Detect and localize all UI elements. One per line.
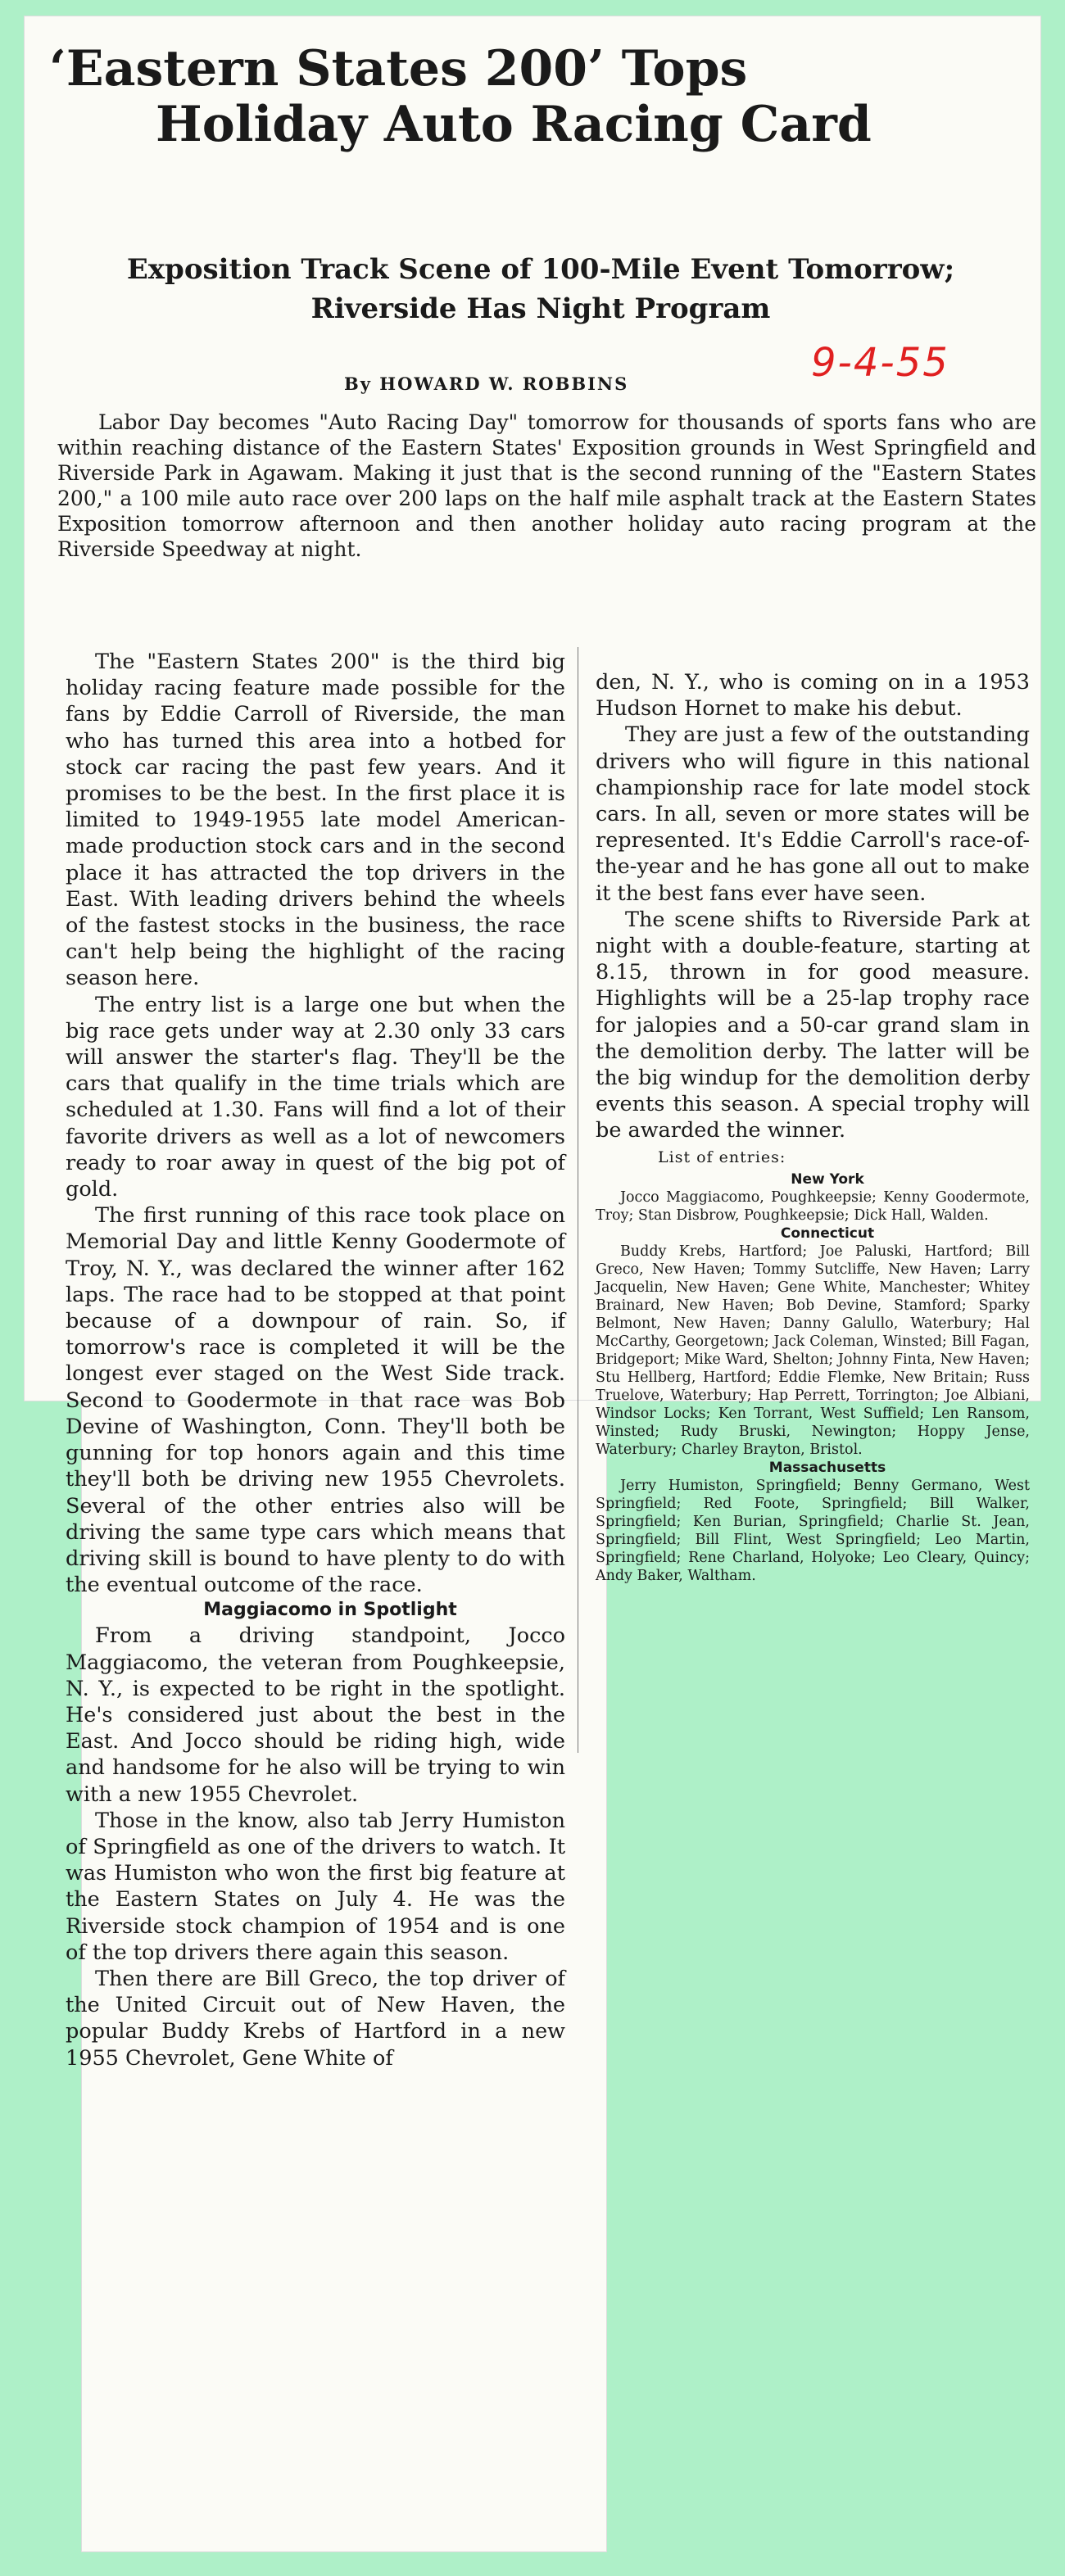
crosshead: Maggiacomo in Spotlight <box>203 1600 457 1621</box>
left-column <box>66 649 565 2541</box>
newspaper-clipping <box>25 16 1040 2551</box>
entries-label: List of entries: <box>658 1148 786 1166</box>
handwritten-date: 9-4-55 <box>811 340 949 386</box>
state-heading: Connecticut <box>780 1225 875 1242</box>
headline-line-2: Holiday Auto Racing Card <box>156 96 872 153</box>
entries-text: Jocco Maggiacomo, Poughkeepsie; Kenny Goodermote, Troy; Stan Disbrow, Poughkeepsie; Dick Hall, Walden. <box>596 1188 1030 1224</box>
state-heading: Massachusetts <box>768 1459 886 1476</box>
entries-list <box>596 1170 1030 1585</box>
body-paragraph: The "Eastern States 200" is the third big holiday racing feature made possible for the fans by Eddie Carroll of Riverside, the man who has turned this area into a hotbed for stock car racing the past few years. And it promises to be the best. In the first place it is limited to 1949-1955 late model American-made production stock cars and in the second place it has attracted the top drivers in the East. With leading drivers behind the wheels of the fastest stocks in the business, the race can't help being the highlight of the racing season here. <box>66 650 565 991</box>
headline <box>49 41 1024 152</box>
byline: By HOWARD W. ROBBINS <box>344 373 629 394</box>
body-paragraph: The first running of this race took place on Memorial Day and little Kenny Goodermote of Troy, N. Y., was declared the winner after 162 laps. The race had to be stopped at that point because of a downpour of rain. So, if tomorrow's race is completed it will be the longest ever staged on the West Side track. Second to Goodermote in that race was Bob Devine of Washington, Conn. They'll both be gunning for top honors again and this time they'll both be driving new 1955 Chevrolets. Several of the other entries also will be driving the same type cars which means that driving skill is bound to have plenty to do with the eventual outcome of the race. <box>66 1203 565 1598</box>
body-paragraph: The entry list is a large one but when the big race gets under way at 2.30 only 33 cars will answer the starter's flag. They'll be the cars that qualify in the time trials which are scheduled at 1.30. Fans will find a lot of their favorite drivers as well as a lot of newcomers ready to roar away in quest of the big pot of gold. <box>66 992 565 1202</box>
lede-paragraph: Labor Day becomes "Auto Racing Day" tomorrow for thousands of sports fans who are within reaching distance of the Eastern States' Exposition grounds in West Springfield and Riverside Park in Agawam. Making it just that is the second running of the "Eastern States 200," a 100 mile auto race over 200 laps on the half mile asphalt track at the Eastern States Exposition tomorrow afternoon and then another holiday auto racing program at the Riverside Speedway at night. <box>57 410 1036 561</box>
body-paragraph: Then there are Bill Greco, the top driver of the United Circuit out of New Haven, the popular Buddy Krebs of Hartford in a new 1955 Chevrolet, Gene White of <box>66 1966 565 2071</box>
body-paragraph: From a driving standpoint, Jocco Maggiacomo, the veteran from Poughkeepsie, N. Y., is expected to be right in the spotlight. He's considered just about the best in the East. And Jocco should be riding high, wide and handsome for he also will be trying to win with a new 1955 Chevrolet. <box>66 1623 565 1807</box>
entries-text: Jerry Humiston, Springfield; Benny Germano, West Springfield; Red Foote, Springfield; Bill Walker, Springfield; Ken Burian, Springfield; Charlie St. Jean, Springfield; Bill Flint, West Springfield; Leo Martin, Springfield; Rene Charland, Holyoke; Leo Cleary, Quincy; Andy Baker, Waltham. <box>596 1477 1030 1584</box>
entries-text: Buddy Krebs, Hartford; Joe Paluski, Hartford; Bill Greco, New Haven; Tommy Sutcliffe, New Haven; Larry Jacquelin, New Haven; Gene White, Manchester; Whitey Brainard, New Haven; Bob Devine, Stamford; Sparky Belmont, New Haven; Danny Galullo, Waterbury; Hal McCarthy, Georgetown; Jack Coleman, Winsted; Bill Fagan, Bridgeport; Mike Ward, Shelton; Johnny Finta, New Haven; Stu Hellberg, Hartford; Eddie Flemke, New Britain; Russ Truelove, Waterbury; Hap Perrett, Torrington; Joe Albiani, Windsor Locks; Ken Torrant, West Suffield; Len Ransom, Winsted; Rudy Bruski, Newington; Hoppy Jense, Waterbury; Charley Brayton, Bristol. <box>596 1243 1030 1458</box>
headline-line-1: ‘Eastern States 200’ Tops <box>49 40 748 97</box>
body-paragraph: They are just a few of the outstanding drivers who will figure in this national championship race for late model stock cars. In all, seven or more states will be represented. It's Eddie Carroll's race-of-the-year and he has gone all out to make it the best fans ever have seen. <box>596 722 1030 906</box>
body-paragraph: den, N. Y., who is coming on in a 1953 Hudson Hornet to make his debut. <box>596 670 1030 722</box>
body-paragraph: Those in the know, also tab Jerry Humiston of Springfield as one of the drivers to watch. It was Humiston who won the first big feature at the Eastern States on July 4. He was the Riverside stock champion of 1954 and is one of the top drivers there again this season. <box>66 1808 565 1965</box>
state-heading: New York <box>791 1170 864 1188</box>
right-column <box>596 669 1030 1584</box>
subheadline: Exposition Track Scene of 100-Mile Event Tomorrow; Riverside Has Night Program <box>126 253 955 325</box>
body-paragraph: The scene shifts to Riverside Park at night with a double-feature, starting at 8.15, thrown in for good measure. Highlights will be a 25-lap trophy race for jalopies and a 50-car grand slam in the demolition derby. The latter will be the big windup for the demolition derby events this season. A special trophy will be awarded the winner. <box>596 907 1030 1143</box>
